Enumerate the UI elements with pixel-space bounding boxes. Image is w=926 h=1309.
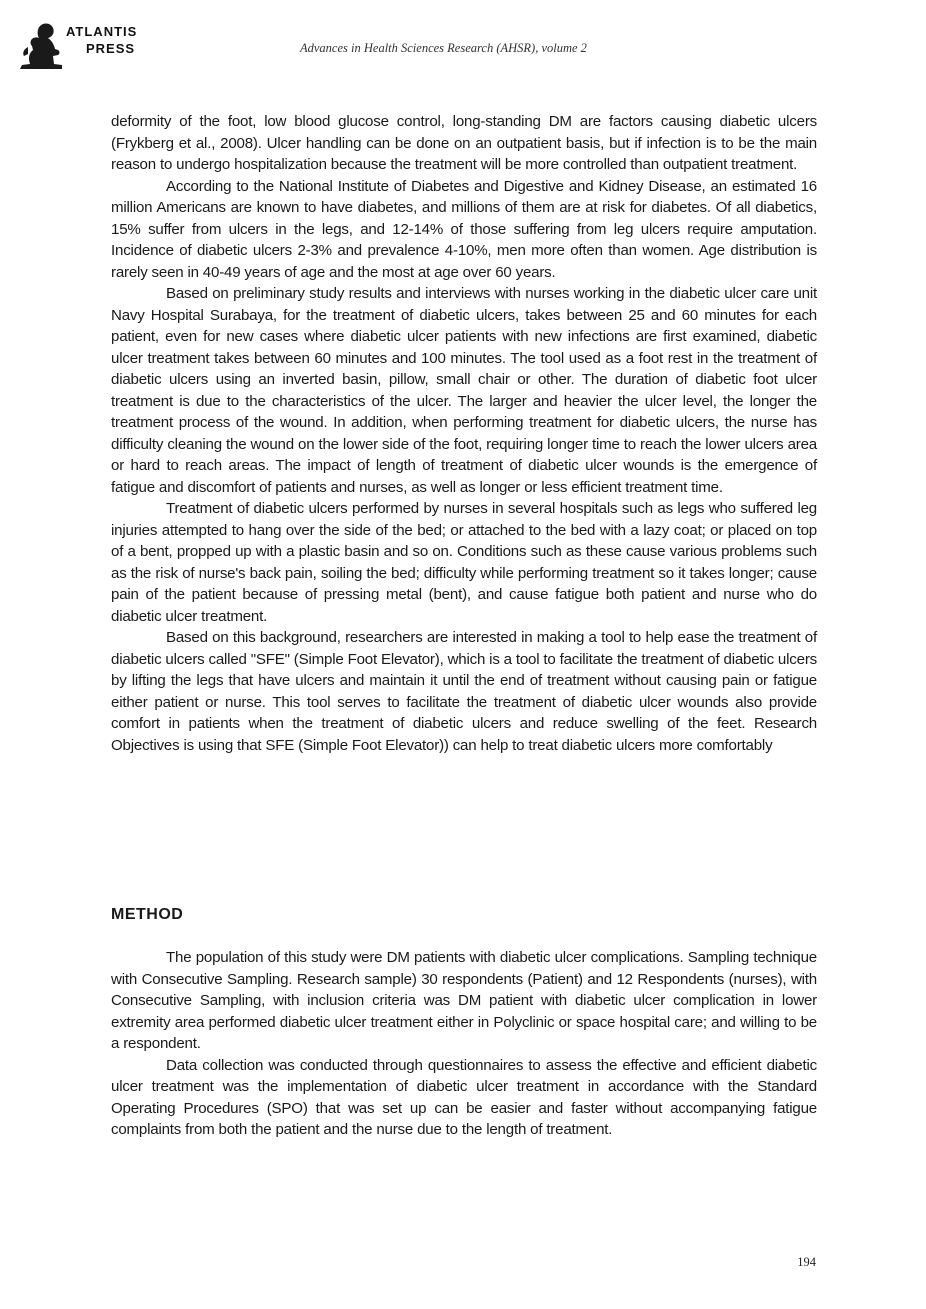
paragraph: Based on this background, researchers are interested in making a tool to help ease the treatment of diabetic ulcers called "SFE" (Simple Foot Elevator), which is a tool to facilitate the treatment of diabetic ulcers by lifting the legs that have ulcers and maintain it until the end of treatment without causing pain or fatigue either patient or nurse. This tool serves to facilitate the treatment of diabetic ulcer wounds also provide comfort in patients when the treatment of diabetic ulcers and reduce swelling of the feet. Research Objectives is using that SFE (Simple Foot Elevator)) can help to treat diabetic ulcers more comfortably (111, 629, 817, 754)
paragraph: Treatment of diabetic ulcers performed by nurses in several hospitals such as legs who suffered leg injuries attempted to hang over the side of the bed; or attached to the bed with a lazy coat; or placed on top of a bent, propped up with a plastic basin and so on. Conditions such as these cause various problems such as the risk of nurse's back pain, soiling the bed; difficulty while performing treatment so it takes longer; cause pain of the patient because of pressing metal (bent), and cause fatigue both patient and nurse who do diabetic ulcer treatment. (111, 500, 817, 625)
paragraph: The population of this study were DM patients with diabetic ulcer complications. Sampling technique with Consecutive Sampling. Research sample) 30 respondents (Patient) and 12 Respondents (nurses), with Consecutive Sampling, with inclusion criteria was DM patient with diabetic ulcer complication in lower extremity area performed diabetic ulcer treatment either in Polyclinic or space hospital care; and willing to be a respondent. (111, 949, 817, 1052)
section-heading-method: METHOD (111, 906, 184, 923)
page-number: 194 (797, 1255, 816, 1269)
paragraph: According to the National Institute of Diabetes and Digestive and Kidney Disease, an estimated 16 million Americans are known to have diabetes, and millions of them are at risk for diabetes. Of all diabetics, 15% suffer from ulcers in the legs, and 12-14% of those suffering from leg ulcers require amputation. Incidence of diabetic ulcers 2-3% and prevalence 4-10%, men more often than women. Age distribution is rarely seen in 40-49 years of age and the most at age over 60 years. (111, 177, 817, 281)
publisher-logo (18, 20, 148, 70)
body-text (111, 111, 817, 756)
logo-line-atlantis: ATLANTIS (66, 24, 138, 39)
thinker-silhouette-icon (18, 20, 66, 70)
logo-line-press: PRESS (86, 41, 136, 56)
method-text (111, 947, 817, 1141)
paragraph: Based on preliminary study results and interviews with nurses working in the diabetic ulcer care unit Navy Hospital Surabaya, for the treatment of diabetic ulcers, takes between 25 and 60 minutes for each patient, even for new cases where diabetic ulcer patients with new infections are first examined, diabetic ulcer treatment takes between 60 minutes and 100 minutes. The tool used as a foot rest in the treatment of diabetic ulcers using an inverted basin, pillow, small chair or other. The duration of diabetic foot ulcer treatment is due to the characteristics of the ulcer. The larger and heavier the ulcer level, the longer the treatment process of the wound. In addition, when performing treatment for diabetic ulcers, the nurse has difficulty cleaning the wound on the lower side of the foot, requiring longer time to reach the lower ulcers area or hard to reach areas. The impact of length of treatment of diabetic ulcer wounds is the emergence of fatigue and discomfort of patients and nurses, as well as longer or less efficient treatment time. (111, 285, 817, 496)
running-head: Advances in Health Sciences Research (AHSR), volume 2 (300, 41, 587, 55)
paragraph: Data collection was conducted through questionnaires to assess the effective and efficient diabetic ulcer treatment was the implementation of diabetic ulcer treatment in accordance with the Standard Operating Procedures (SPO) that was set up can be easier and faster without accompanying fatigue complaints from both the patient and the nurse due to the length of treatment. (111, 1056, 817, 1138)
logo-wordmark (66, 23, 137, 57)
paragraph-continued: deformity of the foot, low blood glucose control, long-standing DM are factors causing diabetic ulcers (Frykberg et al., 2008). Ulcer handling can be done on an outpatient basis, but if infection is to be the main reason to undergo hospitalization because the treatment will be more controlled than outpatient treatment. (111, 113, 817, 173)
